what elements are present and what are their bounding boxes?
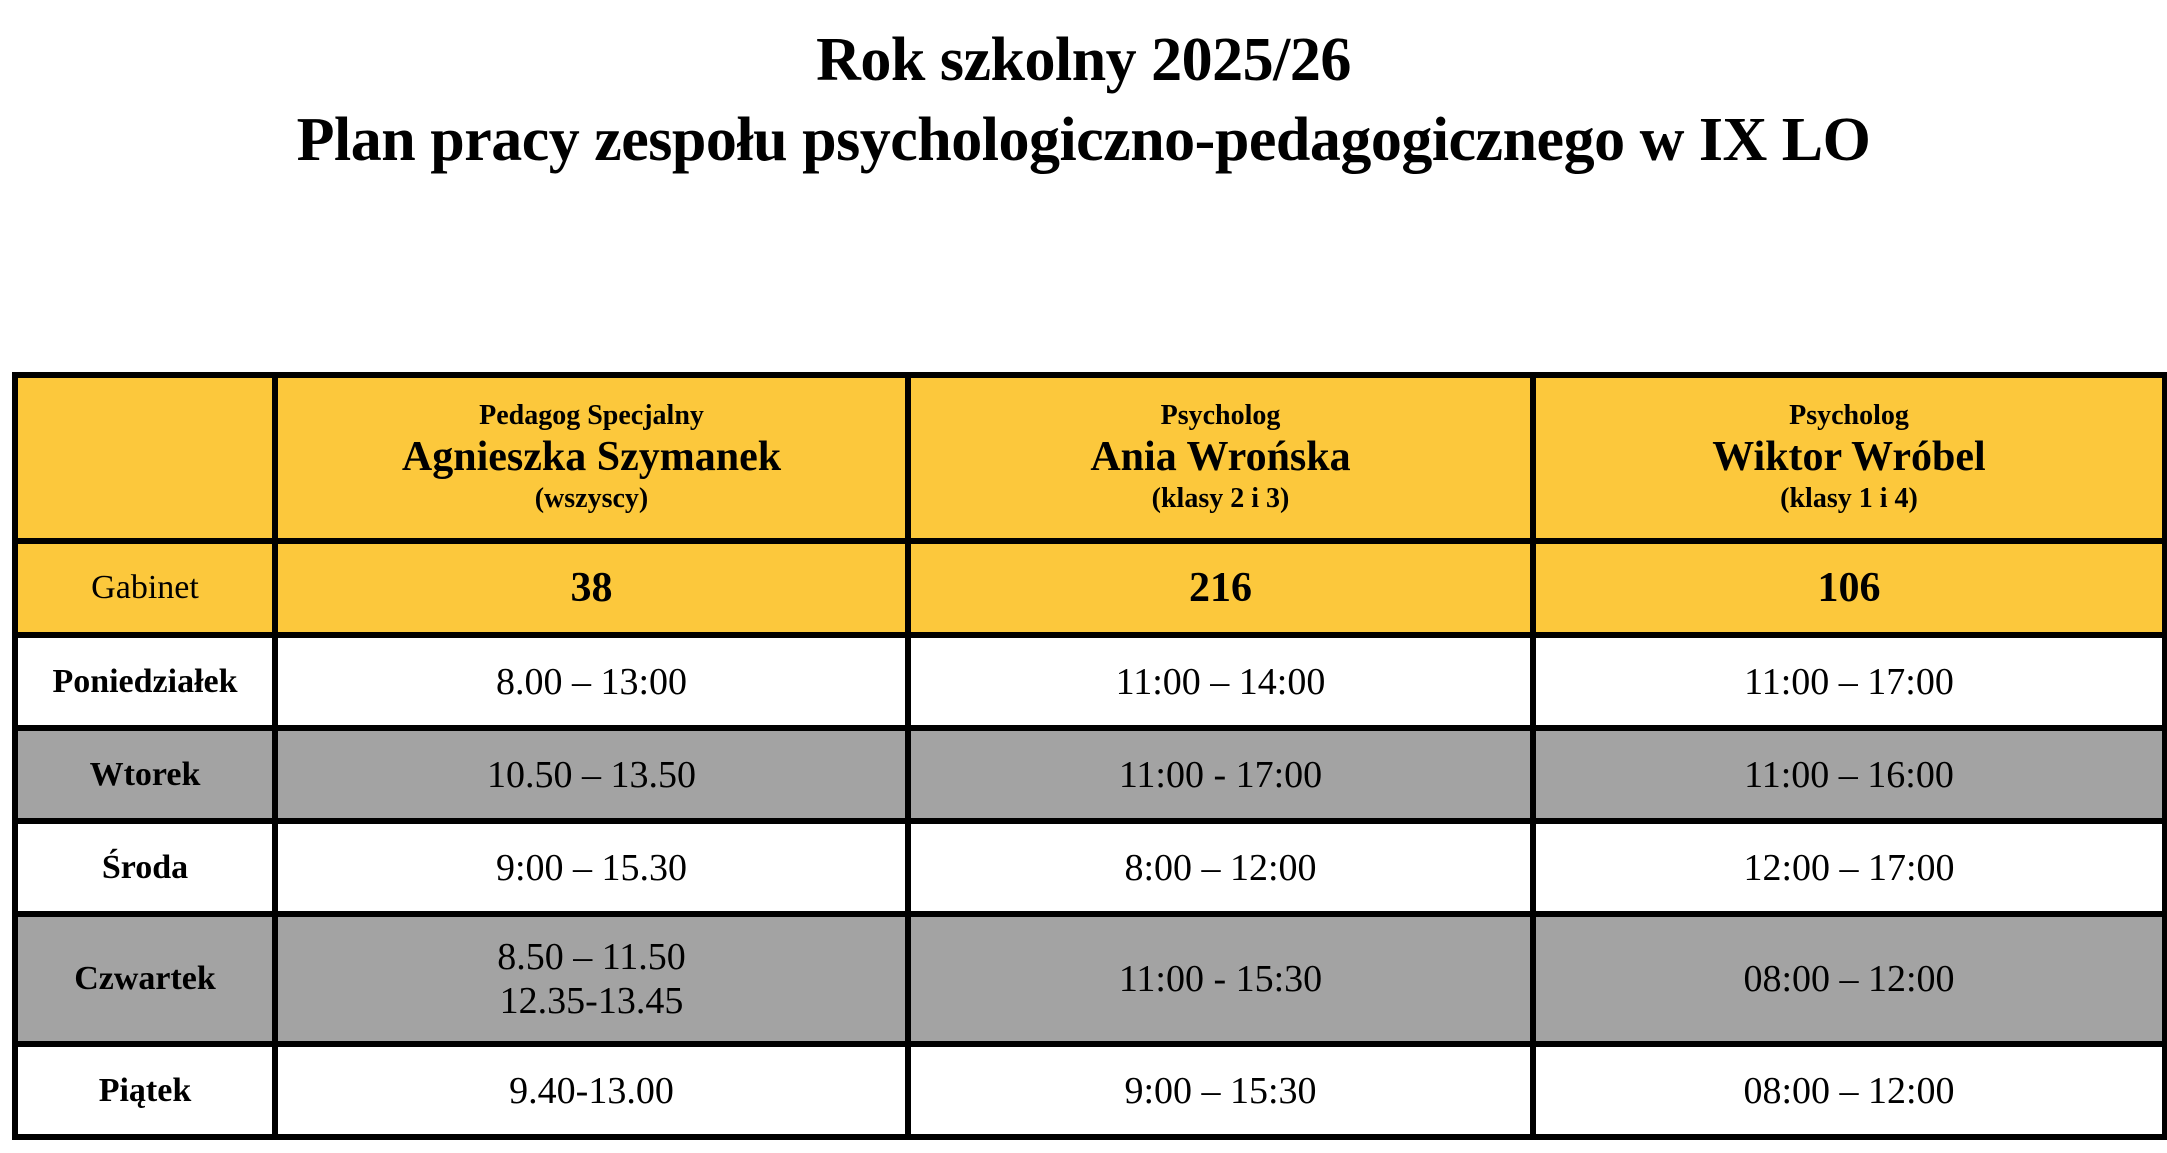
hours-text: 08:00 – 12:00: [1743, 1069, 1955, 1112]
staff-scope: (wszyscy): [534, 483, 649, 514]
hours-cell: [908, 635, 1533, 728]
hours-cell: [275, 914, 908, 1044]
hours-text: 11:00 – 17:00: [1744, 660, 1954, 703]
schedule-table: [12, 372, 2167, 1140]
room-number: 106: [1533, 541, 2165, 635]
hours-text: 11:00 – 16:00: [1744, 753, 1954, 796]
hours-text: 12:00 – 17:00: [1743, 846, 1955, 889]
hours-cell: [275, 728, 908, 821]
hours-text: 9.40-13.00: [509, 1069, 674, 1112]
hours-cell: [275, 635, 908, 728]
hours-cell: [1533, 728, 2165, 821]
staff-scope: (klasy 1 i 4): [1780, 483, 1918, 514]
staff-name: Wiktor Wróbel: [1712, 434, 1986, 480]
page-title-plan: Plan pracy zespołu psychologiczno-pedagogicznego w IX LO: [296, 106, 1871, 174]
hours-text: 8:00 – 12:00: [1124, 846, 1317, 889]
hours-text: 8.00 – 13:00: [495, 660, 688, 703]
corner-cell: [15, 375, 275, 541]
hours-cell: [908, 914, 1533, 1044]
room-label: Gabinet: [15, 541, 275, 635]
room-number: 216: [908, 541, 1533, 635]
table-row: [15, 821, 2165, 914]
table-row: [15, 1044, 2165, 1137]
hours-cell: [1533, 1044, 2165, 1137]
table-row: [15, 914, 2165, 1044]
table-row: [15, 635, 2165, 728]
hours-text: 08:00 – 12:00: [1743, 958, 1955, 1000]
page-title-year: Rok szkolny 2025/26: [816, 26, 1351, 94]
day-label: Wtorek: [15, 728, 275, 821]
hours-cell: [908, 821, 1533, 914]
staff-role: Psycholog: [1160, 400, 1281, 431]
day-label: Czwartek: [15, 914, 275, 1044]
staff-header-row: [15, 375, 2165, 541]
staff-header-cell: [908, 375, 1533, 541]
hours-text: 9:00 – 15.30: [495, 846, 688, 889]
hours-cell: [275, 821, 908, 914]
hours-cell: [1533, 635, 2165, 728]
hours-text: 11:00 - 17:00: [1118, 753, 1323, 796]
day-label: Poniedziałek: [15, 635, 275, 728]
hours-cell: [275, 1044, 908, 1137]
staff-role: Pedagog Specjalny: [479, 400, 704, 431]
hours-cell: [908, 728, 1533, 821]
table-row: [15, 728, 2165, 821]
day-label: Środa: [15, 821, 275, 914]
staff-name: Ania Wrońska: [1090, 434, 1351, 480]
staff-scope: (klasy 2 i 3): [1151, 483, 1290, 514]
hours-text: 8.50 – 11.50: [497, 936, 686, 978]
hours-cell: [1533, 914, 2165, 1044]
hours-text: 11:00 - 15:30: [1118, 958, 1323, 1000]
hours-text: 10.50 – 13.50: [487, 753, 696, 796]
staff-header-cell: [275, 375, 908, 541]
hours-text: 9:00 – 15:30: [1124, 1069, 1317, 1112]
hours-cell: [1533, 821, 2165, 914]
hours-text: 11:00 – 14:00: [1115, 660, 1326, 703]
hours-cell: [908, 1044, 1533, 1137]
hours-text: 12.35-13.45: [499, 980, 684, 1022]
room-row: [15, 541, 2165, 635]
room-number: 38: [275, 541, 908, 635]
day-label: Piątek: [15, 1044, 275, 1137]
staff-name: Agnieszka Szymanek: [401, 434, 782, 480]
staff-role: Psycholog: [1789, 400, 1909, 431]
staff-header-cell: [1533, 375, 2165, 541]
